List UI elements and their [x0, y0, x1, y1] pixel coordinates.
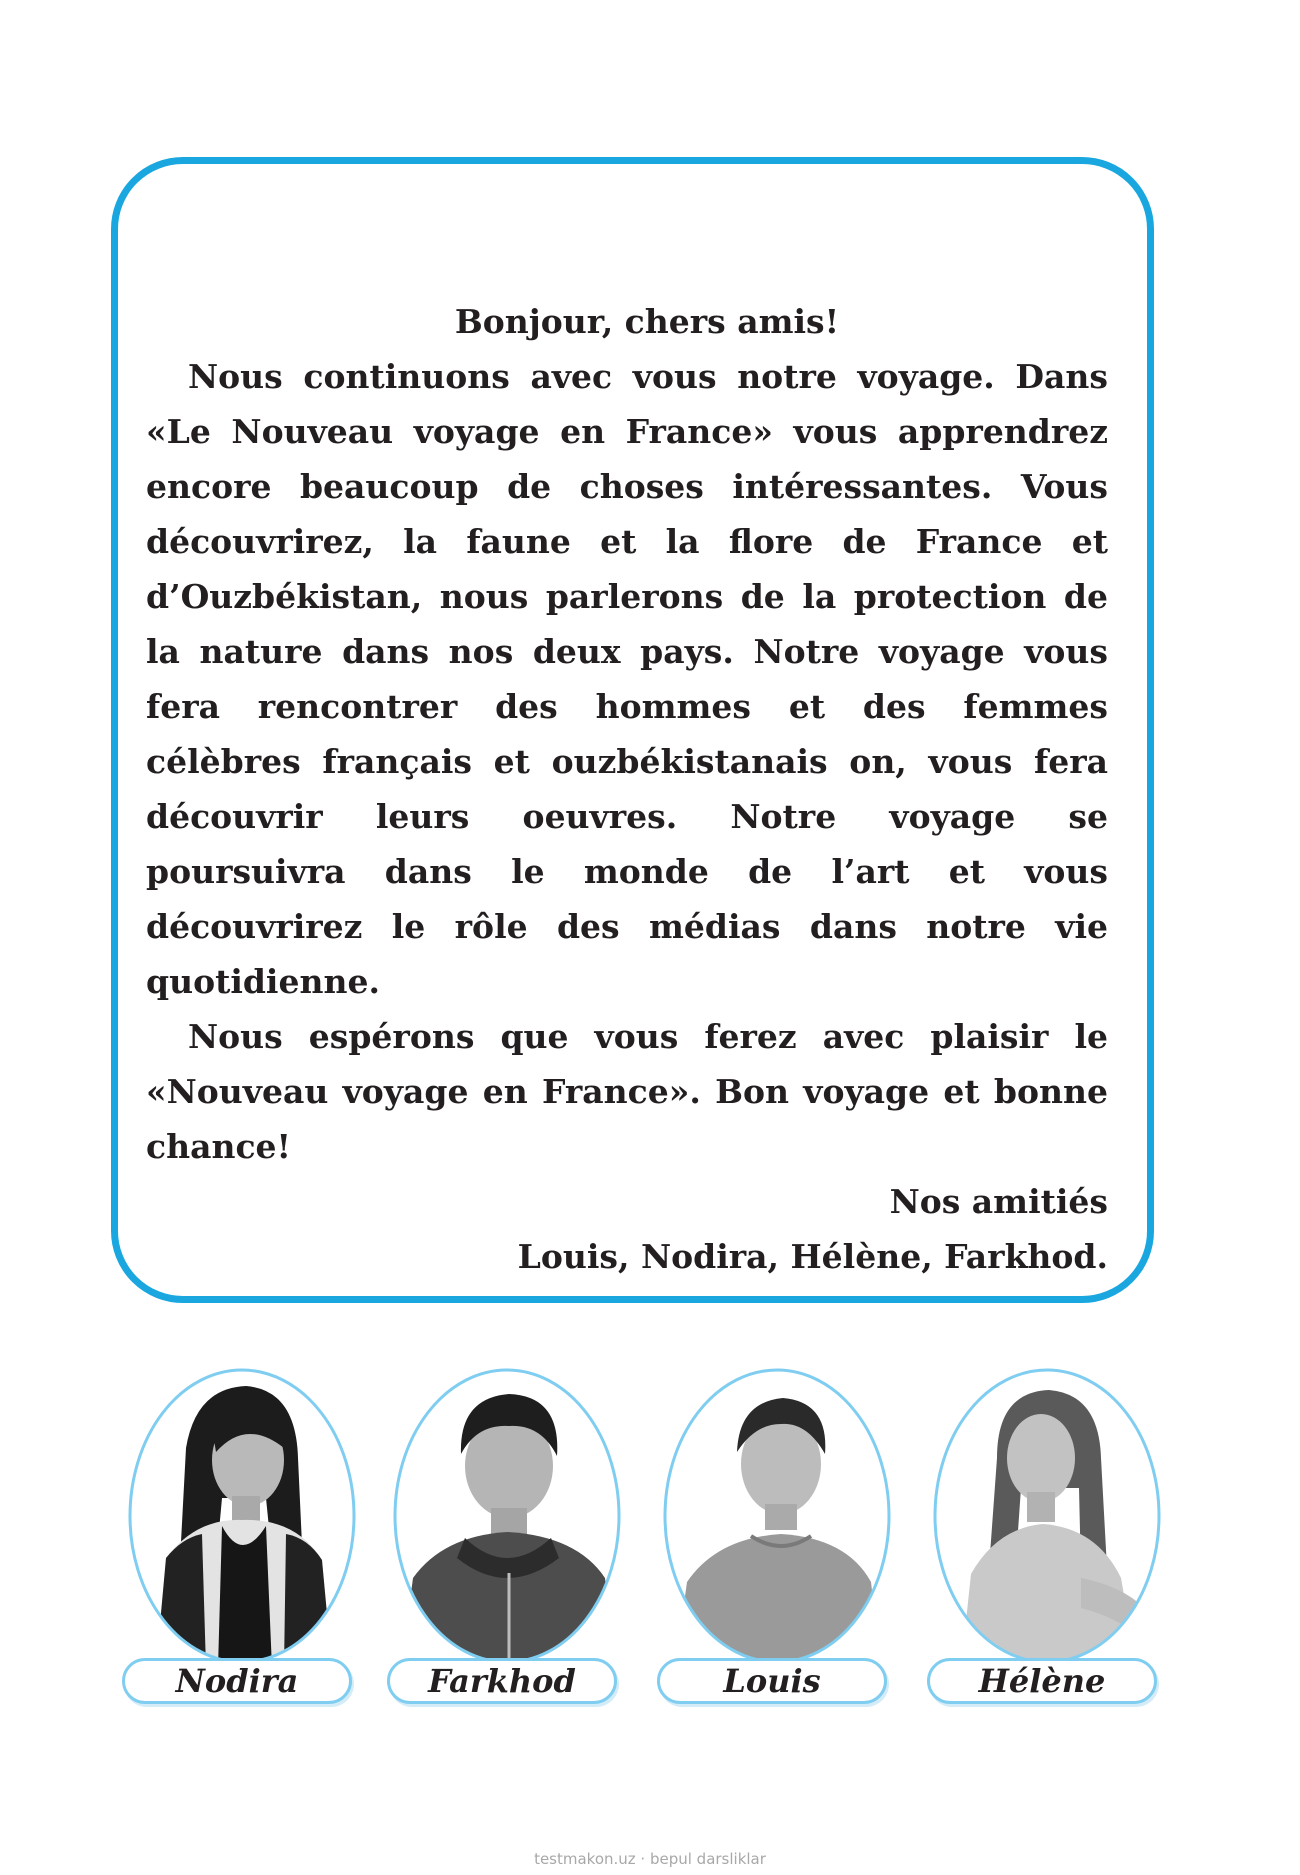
- portrait-photo-louis: [661, 1368, 893, 1668]
- letter-closing: Nos amitiés: [889, 1182, 1108, 1221]
- portrait-farkhod: [387, 1368, 627, 1708]
- character-portraits: [112, 1368, 1164, 1718]
- footer-watermark: testmakon.uz · bepul darsliklar: [534, 1850, 766, 1868]
- letter-greeting: Bonjour, chers amis!: [454, 302, 840, 341]
- portrait-photo-nodira: [126, 1368, 358, 1668]
- name-label-nodira: Nodira: [122, 1658, 352, 1704]
- letter-body: [146, 294, 1108, 1284]
- portrait-helene: [927, 1368, 1167, 1708]
- portrait-photo-helene: [931, 1368, 1163, 1668]
- name-label-farkhod: Farkhod: [387, 1658, 617, 1704]
- name-label-helene: Hélène: [927, 1658, 1157, 1704]
- portrait-photo-farkhod: [391, 1368, 623, 1668]
- name-label-louis: Louis: [657, 1658, 887, 1704]
- letter-signatures: Louis, Nodira, Hélène, Farkhod.: [517, 1237, 1108, 1276]
- letter-paragraph-1: Nous continuons avec vous notre voyage. Dans «Le Nouveau voyage en France» vous apprendrez encore beaucoup de choses intéressantes. Vous découvrirez, la faune et la flore de France et d’Ouzbékistan, nous parlerons de la protection de la nature dans nos deux pays. Notre voyage vous fera rencontrer des hommes et des femmes célèbres français et ouzbékistanais on, vous fera découvrir leurs oeuvres. Notre voyage se poursuivra dans le monde de l’art et vous découvrirez le rôle des médias dans notre vie quotidienne.: [146, 357, 1108, 1001]
- portrait-nodira: [122, 1368, 362, 1708]
- letter-paragraph-2: Nous espérons que vous ferez avec plaisir le «Nouveau voyage en France». Bon voyage et bonne chance!: [146, 1017, 1108, 1166]
- portrait-louis: [657, 1368, 897, 1708]
